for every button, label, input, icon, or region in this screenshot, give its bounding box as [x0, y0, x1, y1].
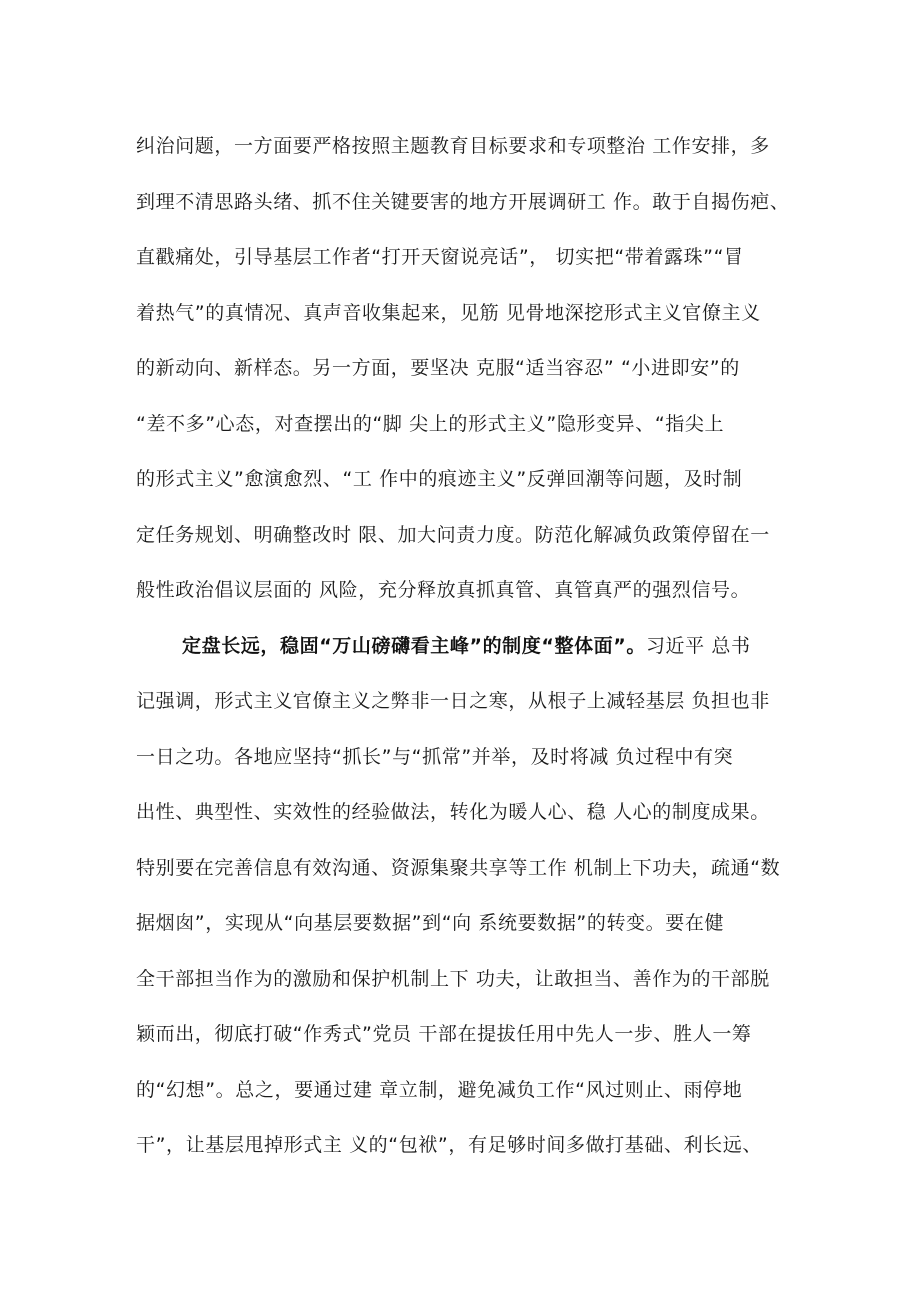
paragraph-2: [136, 626, 796, 1181]
text-line-first: [136, 626, 796, 682]
text-line: 的新动向、新样态。另一方面，要坚决 克服“适当容忍” “小进即安”的: [136, 357, 740, 379]
text-line: 的形式主义”愈演愈烈、“工 作中的痕迹主义”反弹回潮等问题，及时制: [136, 468, 743, 490]
text-line: 特别要在完善信息有效沟通、资源集聚共享等工作 机制上下功夫，疏通“数: [136, 856, 781, 879]
text-line: 般性政治倡议层面的 风险，充分释放真抓真管、真管真严的强烈信号。: [136, 579, 751, 601]
paragraph-1: [136, 126, 796, 626]
text-line: 定任务规划、明确整改时 限、加大问责力度。防范化解减负政策停留在一: [136, 523, 770, 546]
text-line: 颖而出，彻底打破“作秀式”党员 干部在提拔任用中先人一步、胜人一筹: [136, 1023, 752, 1045]
text-line: 全干部担当作为的激励和保护机制上下 功夫，让敢担当、善作为的干部脱: [136, 967, 770, 990]
text-line: 一日之功。各地应坚持“抓长”与“抓常”并举，及时将减 负过程中有突: [136, 745, 734, 768]
text-line: 出性、典型性、实效性的经验做法，转化为暖人心、稳 人心的制度成果。: [136, 801, 770, 823]
text-line: 纠治问题，一方面要严格按照主题教育目标要求和专项整治 工作安排，多: [136, 135, 770, 157]
text-line: 着热气”的真情况、真声音收集起来，见筋 见骨地深挖形式主义官僚主义: [136, 301, 761, 324]
text-line: 干”，让基层甩掉形式主 义的“包袱”，有足够时间多做打基础、利长远、: [136, 1134, 762, 1156]
paragraph-heading: 定盘长远，稳固“万山磅礴看主峰”的制度“整体面”。: [182, 634, 646, 657]
text-line: 据烟囱”，实现从“向基层要数据”到“向 系统要数据”的转变。要在健: [136, 912, 725, 934]
text-line: 到理不清思路头绪、抓不住关键要害的地方开展调研工 作。敢于自揭伤疤、: [136, 190, 790, 213]
text-line: 直戳痛处，引导基层工作者“打开天窗说亮话”， 切实把“带着露珠”“冒: [136, 246, 744, 268]
text-line: 记强调，形式主义官僚主义之弊非一日之寒，从根子上减轻基层 负担也非: [136, 690, 770, 712]
text-line: “差不多”心态，对查摆出的“脚 尖上的形式主义”隐形变异、“指尖上: [136, 412, 725, 435]
heading-line-rest: 习近平 总书: [645, 634, 751, 657]
document-body: [136, 126, 796, 1181]
text-line: 的“幻想”。总之，要通过建 章立制，避免减负工作“风过则止、雨停地: [136, 1078, 743, 1101]
